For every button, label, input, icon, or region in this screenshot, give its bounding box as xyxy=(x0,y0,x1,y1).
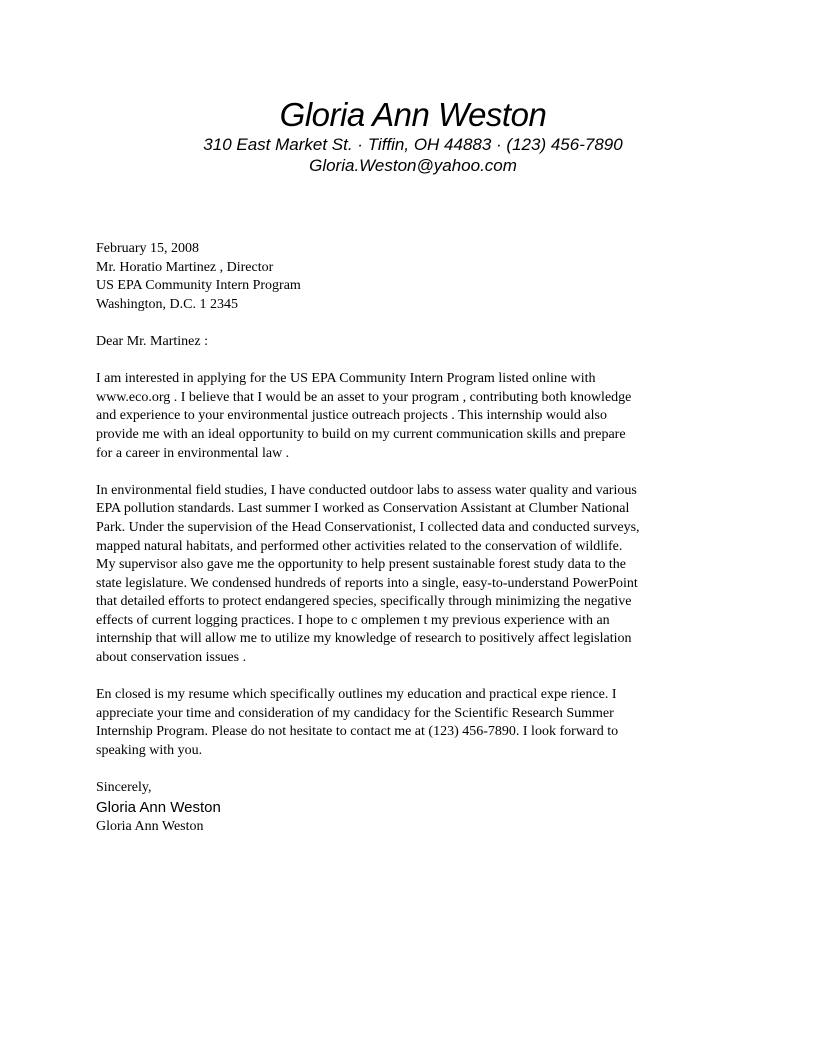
paragraph-line: that detailed efforts to protect endangered species, specifically through minimizing the negative xyxy=(96,594,632,610)
paragraph-line: EPA pollution standards. Last summer I worked as Conservation Assistant at Clumber National xyxy=(96,501,630,517)
sender-email: Gloria.Weston@yahoo.com xyxy=(309,156,517,175)
closing: Sincerely, xyxy=(96,780,152,796)
sender-address: 310 East Market St. · Tiffin, OH 44883 · (123) 456-7890 xyxy=(203,135,623,154)
printed-name: Gloria Ann Weston xyxy=(96,818,204,834)
recipient-city: Washington, D.C. 1 2345 xyxy=(96,296,238,312)
paragraph-line: www.eco.org . I believe that I would be an asset to your program , contributing both knowledge xyxy=(96,389,632,405)
paragraph-line: about conservation issues . xyxy=(96,650,247,666)
recipient-organization: US EPA Community Intern Program xyxy=(96,278,301,294)
paragraph-line: appreciate your time and consideration of my candidacy for the Scientific Research Summer xyxy=(96,705,614,721)
paragraph-line: Park. Under the supervision of the Head Conservationist, I collected data and conducted surveys, xyxy=(96,519,640,535)
paragraph-interest xyxy=(96,370,700,463)
letter-body xyxy=(96,240,700,836)
paragraph-enclosure xyxy=(96,686,700,760)
paragraph-line: I am interested in applying for the US EPA Community Intern Program listed online with xyxy=(96,371,596,387)
paragraph-line: internship that will allow me to utilize my knowledge of research to positively affect legislation xyxy=(96,631,632,647)
paragraph-line: effects of current logging practices. I hope to c omplemen t my previous experience with an xyxy=(96,612,610,628)
paragraph-line: speaking with you. xyxy=(96,743,203,759)
paragraph-line: My supervisor also gave me the opportunity to help present sustainable forest study data to the xyxy=(96,557,626,573)
paragraph-line: and experience to your environmental justice outreach projects . This internship would also xyxy=(96,408,607,424)
salutation: Dear Mr. Martinez : xyxy=(96,333,208,349)
recipient-name: Mr. Horatio Martinez , Director xyxy=(96,259,274,275)
letterhead xyxy=(0,96,816,176)
paragraph-experience xyxy=(96,482,700,668)
paragraph-line: Internship Program. Please do not hesitate to contact me at (123) 456-7890. I look forward to xyxy=(96,724,619,740)
paragraph-line: state legislature. We condensed hundreds of reports into a single, easy-to-understand PowerPoint xyxy=(96,575,638,591)
paragraph-line: provide me with an ideal opportunity to build on my current communication skills and prepare xyxy=(96,426,626,442)
sender-name: Gloria Ann Weston xyxy=(279,96,547,133)
paragraph-line: for a career in environmental law . xyxy=(96,445,290,461)
letter-date: February 15, 2008 xyxy=(96,241,200,256)
typed-signature: Gloria Ann Weston xyxy=(96,798,221,816)
paragraph-line: mapped natural habitats, and performed other activities related to the conservation of wildlife. xyxy=(96,538,623,554)
paragraph-line: In environmental field studies, I have conducted outdoor labs to assess water quality and various xyxy=(96,482,637,498)
paragraph-line: En closed is my resume which specifically outlines my education and practical expe rience. I xyxy=(96,687,617,703)
